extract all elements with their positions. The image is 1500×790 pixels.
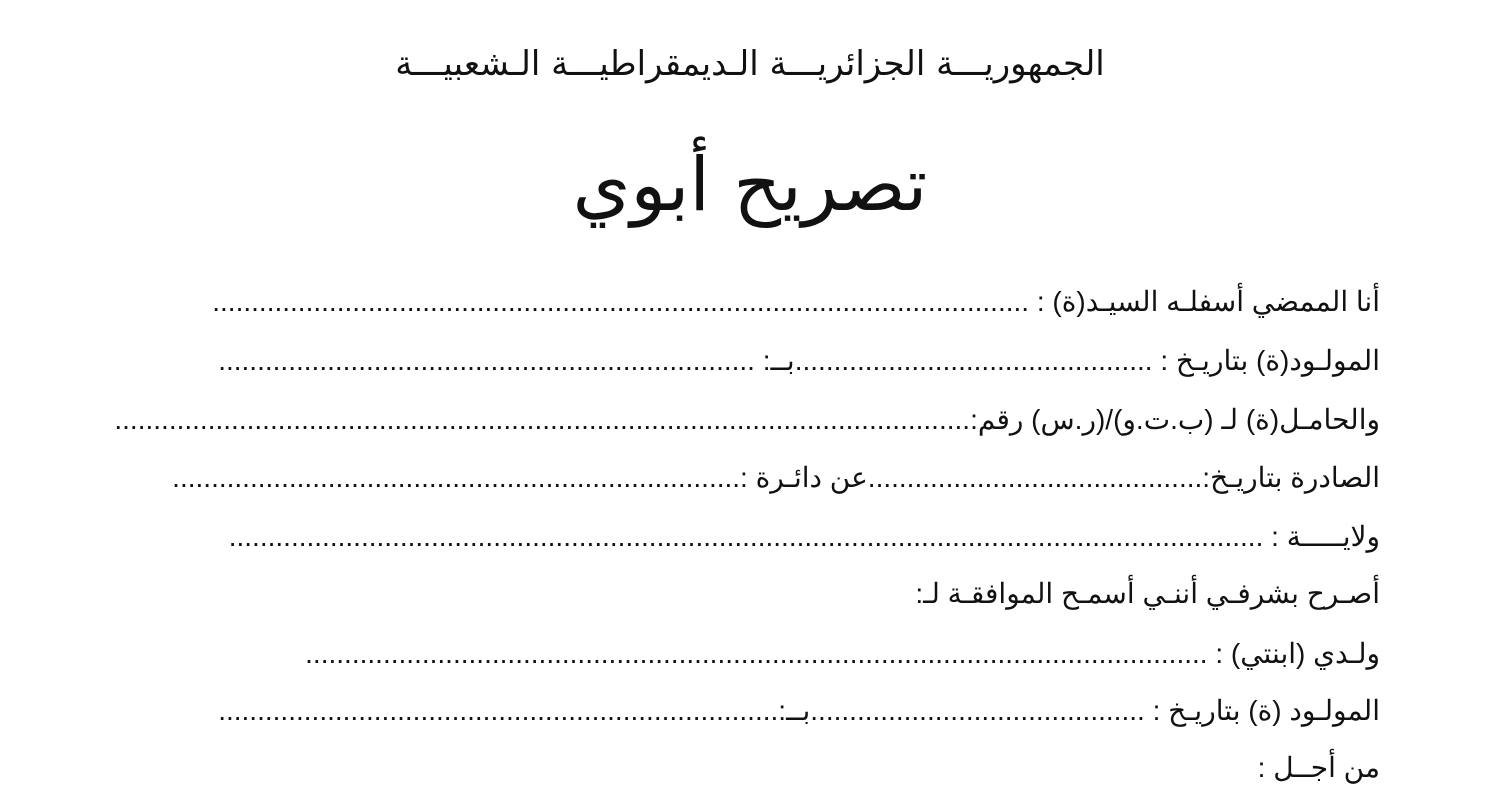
signatory-name-line: أنا الممضي أسفلـه السيـد(ة) : .........................................................................................................: [212, 286, 1380, 317]
document-title: تصريح أبوي: [572, 142, 928, 228]
declaration-statement: أصـرح بشرفـي أننـي أسمـح الموافقـة لـ:: [915, 578, 1380, 609]
id-card-number-line: والحامـل(ة) لـ (ب.ت.و)/(ر.س) رقم:..............................................................................................................: [114, 404, 1380, 435]
purpose-line: من أجــل :: [1257, 752, 1380, 783]
province-line: ولايـــــة : .....................................................................................................................................: [228, 521, 1380, 552]
republic-header: الجمهوريـــة الجزائريـــة الـديمقراطيـــة الـشعبيـــة: [395, 44, 1105, 84]
child-birth-line: المولـود (ة) بتاريـخ : ...........................................بــ:........................................................................: [218, 695, 1380, 726]
issue-date-district-line: الصادرة بتاريـخ:...........................................عن دائـرة :.........................................................................: [172, 462, 1380, 493]
signatory-birth-line: المولـود(ة) بتاريـخ : ..............................................بــ: .....................................................................: [218, 345, 1380, 376]
child-name-line: ولـدي (ابنتي) : ....................................................................................................................: [305, 638, 1380, 669]
